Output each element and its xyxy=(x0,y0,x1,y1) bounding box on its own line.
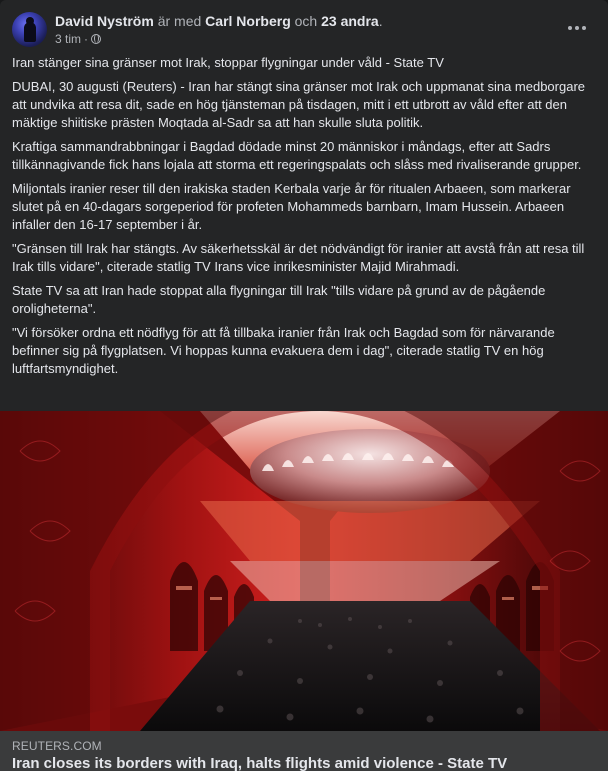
tagged-person[interactable]: Carl Norberg xyxy=(205,13,291,29)
post-attribution xyxy=(55,12,383,30)
and-text: och xyxy=(294,13,318,29)
post-paragraph: State TV sa att Iran hade stoppat alla flygningar till Irak "tills vidare på grund av de pågående oroligheterna". xyxy=(12,283,546,316)
post-paragraph: "Gränsen till Irak har stängts. Av säkerhetsskäl är det nödvändigt för iranier att avstå från att resa till Irak tills vidare", citerade statlig TV Irans vice inrikesminister Majid Mirahmadi. xyxy=(12,241,585,274)
avatar[interactable] xyxy=(12,12,47,47)
author-name[interactable]: David Nyström xyxy=(55,13,154,29)
post-paragraph: Iran stänger sina gränser mot Irak, stoppar flygningar under våld - State TV xyxy=(12,55,444,70)
period-text: . xyxy=(378,13,383,29)
post-meta xyxy=(55,31,101,47)
more-options-icon[interactable] xyxy=(566,18,588,38)
link-title[interactable]: Iran closes its borders with Iraq, halts flights amid violence - State TV xyxy=(12,755,508,771)
post-paragraph: DUBAI, 30 augusti (Reuters) - Iran har stängt sina gränser mot Irak och uppmanat sina medborgare att undvika att resa dit, sade en hög tjänsteman på tisdagen, mitt i ett utbrott av våld efter att den mäktige shiitiske prästen Moqtada al-Sadr sa att han skulle sluta politik. xyxy=(12,79,586,130)
post-header xyxy=(12,10,596,50)
with-text: är med xyxy=(157,13,202,29)
post-paragraph: "Vi försöker ordna ett nödflyg för att få tillbaka iranier från Irak och Bagdad som för närvarande befinner sig på flygplatsen. Vi hoppas kunna evakuera dem i dag", citerade statlig TV en hög luftfartsmyndighet. xyxy=(12,325,555,376)
post-timestamp[interactable]: 3 tim xyxy=(55,32,82,46)
meta-separator: · xyxy=(84,32,89,46)
post-paragraph: Kraftiga sammandrabbningar i Bagdad dödade minst 20 människor i måndags, efter att Sadrs tillkännagivande fick hans lojala att storma ett regeringspalats och slåss med rivaliserande grupper. xyxy=(12,139,582,172)
globe-icon[interactable] xyxy=(91,34,101,44)
post-paragraph: Miljontals iranier reser till den irakiska staden Kerbala varje år för ritualen Arbaeen, som markerar slutet på en 40-dagars sorgeperiod för profeten Mohammeds barnbarn, Imam Hussein. Arbaeen infaller den 16-17 september i år. xyxy=(12,181,571,232)
post-text xyxy=(12,54,596,384)
link-preview-image[interactable] xyxy=(0,411,608,731)
link-preview-footer[interactable] xyxy=(0,731,608,771)
tagged-others[interactable]: 23 andra xyxy=(321,13,379,29)
link-domain: REUTERS.COM xyxy=(12,739,102,753)
